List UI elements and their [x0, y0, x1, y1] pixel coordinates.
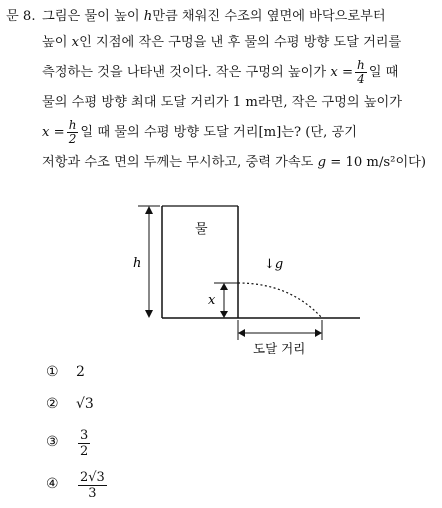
fraction-denominator: 3 — [88, 486, 97, 501]
question-line-2 — [42, 30, 442, 56]
tank-figure — [0, 192, 442, 362]
choice-value: √3 — [76, 396, 94, 412]
equation-lhs: x = — [330, 65, 354, 80]
text-span: 측정하는 것을 나타낸 것이다. 작은 구멍의 높이가 — [42, 65, 331, 80]
fraction-numerator: 2√3 — [80, 470, 105, 485]
gravity-label: ↓g — [264, 257, 284, 272]
x-arrow-up — [220, 283, 228, 290]
fraction-denominator: 4 — [357, 72, 365, 86]
text-span: 만큼 채워진 수조의 옆면에 바닥으로부터 — [152, 9, 386, 24]
fraction-denominator: 2 — [80, 444, 89, 459]
var-g: g — [317, 155, 327, 170]
water-trajectory — [238, 283, 322, 318]
distance-arrow-right — [315, 329, 322, 337]
fraction-numerator: h — [68, 118, 77, 132]
question-line-3 — [42, 56, 442, 90]
h-arrow-up — [145, 206, 153, 214]
text-span: 높이 — [42, 35, 72, 50]
fraction-numerator: 3 — [80, 428, 89, 443]
var-x: x — [71, 35, 80, 50]
fraction-numerator: h — [357, 58, 365, 72]
question-text — [42, 4, 442, 176]
question-line-5 — [42, 116, 442, 150]
choice-value-fraction — [78, 428, 90, 459]
question-line-1 — [42, 4, 442, 30]
choice-number: ① — [46, 364, 59, 380]
text-span: 일 때 물의 수평 방향 도달 거리[m]는? (단, 공기 — [80, 125, 357, 140]
fraction-h-over-2 — [67, 119, 79, 146]
x-arrow-down — [220, 311, 228, 318]
choice-number: ④ — [46, 476, 59, 492]
h-label: h — [133, 256, 142, 271]
fraction-h-over-4 — [355, 59, 367, 86]
text-span: = 10 m/s²이다) — [326, 155, 427, 170]
text-span: 일 때 — [368, 65, 399, 80]
distance-arrow-left — [238, 329, 245, 337]
question-line-6 — [42, 150, 442, 176]
h-arrow-down — [145, 310, 153, 318]
choice-number: ③ — [46, 434, 59, 450]
text-span: 그림은 물이 높이 — [42, 9, 144, 24]
choice-number: ② — [46, 396, 59, 412]
choice-value-fraction — [78, 470, 107, 501]
distance-label: 도달 거리 — [253, 341, 306, 356]
text-span: 저항과 수조 면의 두께는 무시하고, 중력 가속도 — [42, 155, 318, 170]
var-h: h — [143, 9, 153, 24]
question-number: 문 8. — [6, 9, 36, 24]
choice-value: 2 — [76, 364, 85, 380]
water-label: 물 — [195, 222, 208, 237]
x-label: x — [208, 293, 216, 308]
fraction-denominator: 2 — [68, 132, 77, 146]
text-span: 인 지점에 작은 구멍을 낸 후 물의 수평 방향 도달 거리를 — [79, 35, 402, 50]
question-line-4: 물의 수평 방향 최대 도달 거리가 1 m라면, 작은 구멍의 높이가 — [42, 95, 403, 110]
equation-lhs: x = — [42, 125, 65, 140]
